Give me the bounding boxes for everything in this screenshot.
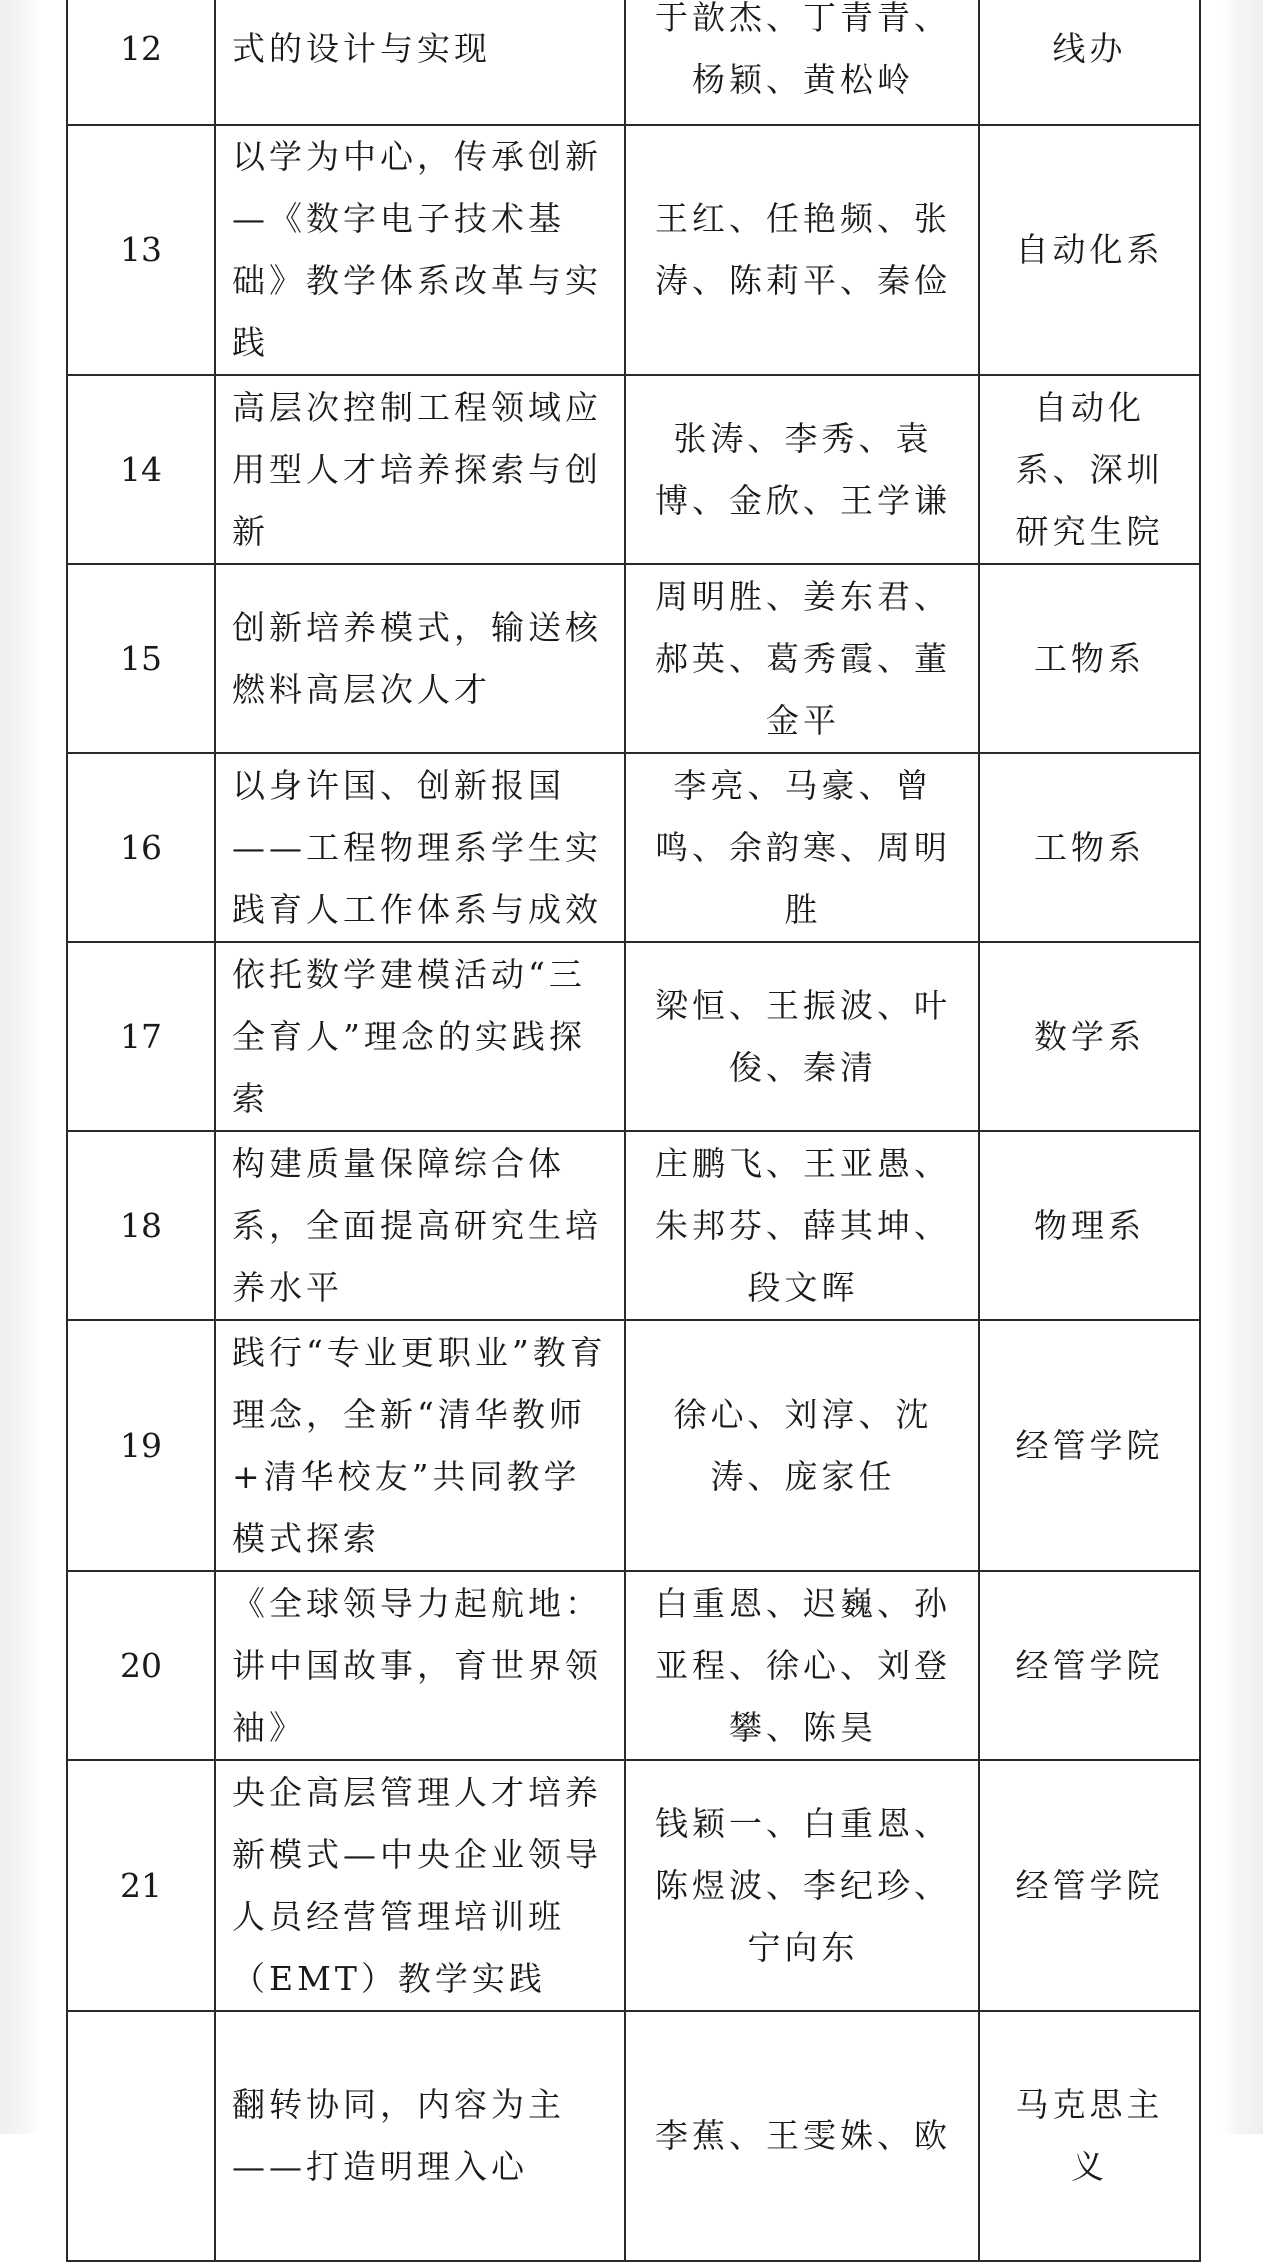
- project-title: 创新培养模式，输送核燃料高层次人才: [215, 564, 625, 753]
- project-title: 构建质量保障综合体系，全面提高研究生培养水平: [215, 1131, 625, 1320]
- project-title: 《全球领导力起航地：讲中国故事，育世界领袖》: [215, 1571, 625, 1760]
- project-department: 线办: [979, 0, 1200, 125]
- table-row: [67, 1760, 1200, 2011]
- right-page-shadow: [1223, 0, 1263, 2134]
- table-row: [67, 942, 1200, 1131]
- table-row: [67, 1131, 1200, 1320]
- project-department: 工物系: [979, 753, 1200, 942]
- table-row: [67, 753, 1200, 942]
- project-department: 物理系: [979, 1131, 1200, 1320]
- row-number: 13: [67, 125, 215, 375]
- row-number: 12: [67, 0, 215, 125]
- project-title: 以学为中心，传承创新—《数字电子技术基础》教学体系改革与实践: [215, 125, 625, 375]
- row-number: 16: [67, 753, 215, 942]
- row-number: 20: [67, 1571, 215, 1760]
- project-members: 李亮、马豪、曾鸣、余韵寒、周明胜: [625, 753, 979, 942]
- project-members: 于歆杰、丁青青、杨颖、黄松岭: [625, 0, 979, 125]
- project-members: 周明胜、姜东君、郝英、葛秀霞、董金平: [625, 564, 979, 753]
- project-department: 自动化系: [979, 125, 1200, 375]
- project-members: 梁恒、王振波、叶俊、秦清: [625, 942, 979, 1131]
- project-members: 庄鹏飞、王亚愚、朱邦芬、薛其坤、段文晖: [625, 1131, 979, 1320]
- table-row: [67, 375, 1200, 564]
- project-members: 王红、任艳频、张涛、陈莉平、秦俭: [625, 125, 979, 375]
- project-department: 工物系: [979, 564, 1200, 753]
- row-number: [67, 2011, 215, 2261]
- left-page-shadow: [0, 0, 40, 2134]
- row-number: 14: [67, 375, 215, 564]
- table-row: [67, 1571, 1200, 1760]
- award-projects-table: [66, 0, 1201, 2262]
- table-row: [67, 564, 1200, 753]
- row-number: 21: [67, 1760, 215, 2011]
- project-title: 践行“专业更职业”教育理念，全新“清华教师+清华校友”共同教学模式探索: [215, 1320, 625, 1571]
- row-number: 18: [67, 1131, 215, 1320]
- table-row: [67, 1320, 1200, 1571]
- project-title: 依托数学建模活动“三全育人”理念的实践探索: [215, 942, 625, 1131]
- project-members: 李蕉、王雯姝、欧: [625, 2011, 979, 2261]
- project-members: 白重恩、迟巍、孙亚程、徐心、刘登攀、陈昊: [625, 1571, 979, 1760]
- table-row: [67, 125, 1200, 375]
- table-row: [67, 2011, 1200, 2261]
- table-row: [67, 0, 1200, 125]
- project-title: 翻转协同，内容为主——打造明理入心: [215, 2011, 625, 2261]
- project-department: 经管学院: [979, 1571, 1200, 1760]
- project-title: 式的设计与实现: [215, 0, 625, 125]
- project-department: 经管学院: [979, 1320, 1200, 1571]
- project-members: 徐心、刘淳、沈涛、庞家任: [625, 1320, 979, 1571]
- project-department: 自动化系、深圳研究生院: [979, 375, 1200, 564]
- row-number: 19: [67, 1320, 215, 1571]
- project-department: 经管学院: [979, 1760, 1200, 2011]
- project-title: 以身许国、创新报国——工程物理系学生实践育人工作体系与成效: [215, 753, 625, 942]
- project-title: 央企高层管理人才培养新模式—中央企业领导人员经营管理培训班（EMT）教学实践: [215, 1760, 625, 2011]
- row-number: 15: [67, 564, 215, 753]
- project-department: 数学系: [979, 942, 1200, 1131]
- project-members: 钱颖一、白重恩、陈煜波、李纪珍、宁向东: [625, 1760, 979, 2011]
- row-number: 17: [67, 942, 215, 1131]
- project-members: 张涛、李秀、袁博、金欣、王学谦: [625, 375, 979, 564]
- project-department: 马克思主义: [979, 2011, 1200, 2261]
- project-title: 高层次控制工程领域应用型人才培养探索与创新: [215, 375, 625, 564]
